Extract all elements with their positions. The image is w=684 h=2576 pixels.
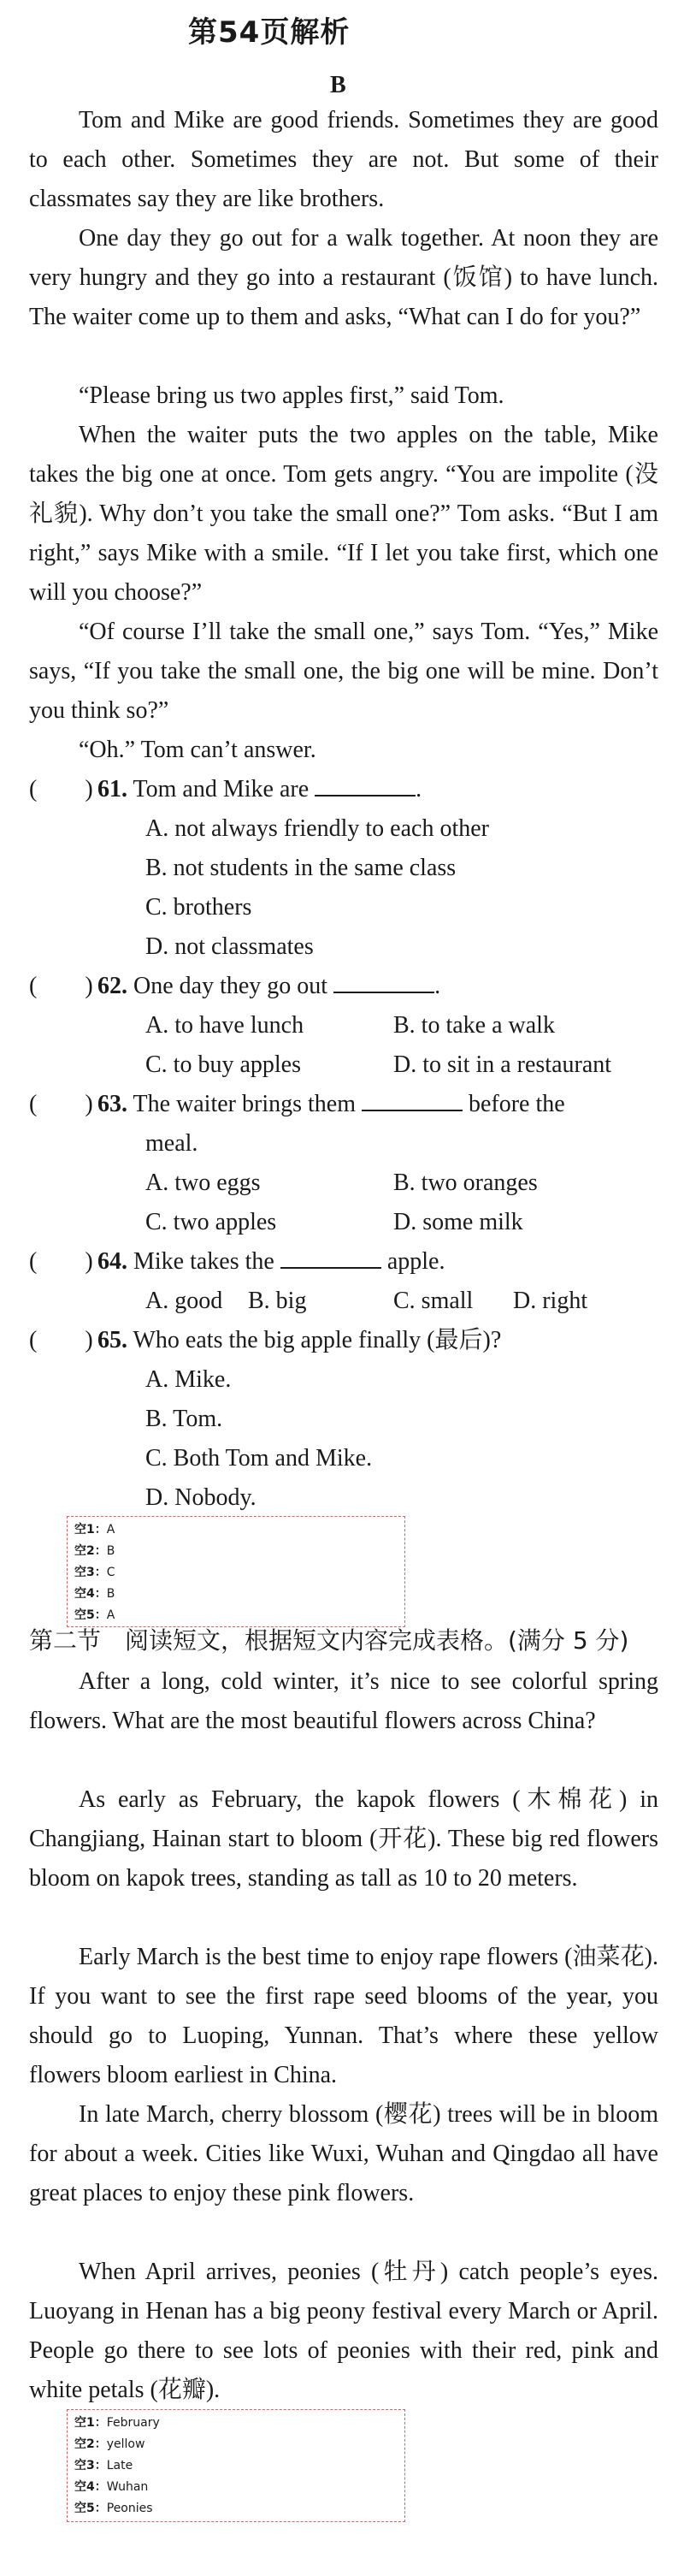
answer-paren-open: ( [29,776,38,802]
answer-paren-close: ) [85,1091,93,1117]
answer-paren-close: ) [85,1327,93,1353]
passage2-paragraph: As early as February, the kapok flowers (木棉花) in Changjiang, Hainan start to bloom (开花). These big red flowers bloom on kapok trees, standing as tall as 10 to 20 meters. [29,1786,658,1892]
answer-blank [362,1086,463,1111]
answer-row: 空2：yellow [74,2437,145,2451]
option: D. some milk [393,1209,523,1235]
question-number: 65. [97,1327,127,1353]
passage1-paragraph: “Oh.” Tom can’t answer. [79,737,316,763]
passage2-paragraph: Early March is the best time to enjoy rape flowers (油菜花). If you want to see the first rape seed blooms of the year, you should go to Luoping, Yunnan. That’s where these yellow flowers bloom earliest in China. [29,1944,658,2088]
question-stem: One day they go out [133,973,328,999]
option: C. small [393,1288,474,1314]
option: B. two oranges [393,1170,538,1196]
answer-box-1 [67,1516,405,1627]
question-stem-end: apple. [386,1248,445,1275]
option: C. brothers [145,894,252,921]
answer-row: 空4：B [74,1587,115,1601]
passage2-paragraph: When April arrives, peonies (牡丹) catch people’s eyes. Luoyang in Henan has a big peony festival every March or April. People go there to see lots of peonies with their red, pink and white petals (花瓣). [29,2259,658,2403]
section-heading: 第二节 阅读短文，根据短文内容完成表格。(满分 5 分) [29,1626,629,1655]
answer-paren-open: ( [29,973,38,999]
passage1-paragraph: When the waiter puts the two apples on the table, Mike takes the big one at once. Tom gets angry. “You are impolite (没礼貌). Why don’t you take the small one?” Tom asks. “But I am right,” says Mike with a smile. “If I let you take first, which one will you choose?” [29,422,658,606]
passage2-paragraph: After a long, cold winter, it’s nice to see colorful spring flowers. What are the most beautiful flowers across China? [29,1668,658,1734]
answer-blank [315,771,416,796]
option: A. two eggs [145,1170,261,1196]
question-stem: The waiter brings them [133,1091,356,1117]
answer-row: 空1：A [74,1523,115,1537]
question-stem-continued: meal. [145,1130,198,1157]
option: B. not students in the same class [145,855,457,881]
answer-row: 空4：Wuhan [74,2480,149,2494]
question-stem: Who eats the big apple finally (最后)? [133,1327,502,1353]
passage2-paragraph: In late March, cherry blossom (樱花) trees will be in bloom for about a week. Cities like Wuxi, Wuhan and Qingdao all have great places to enjoy these pink flowers. [29,2101,658,2206]
section-b-label: B [330,72,346,98]
passage1-paragraph: One day they go out for a walk together. At noon they are very hungry and they go into a restaurant (饭馆) to have lunch. The waiter come up to them and asks, “What can I do for you?” [29,225,658,330]
option: B. big [248,1288,307,1314]
answer-row: 空3：C [74,1566,115,1579]
question-stem-end: before the [468,1091,565,1117]
option: B. to take a walk [393,1012,555,1039]
answer-blank [333,968,434,993]
question-number: 64. [97,1248,127,1275]
passage1-paragraph: “Of course I’ll take the small one,” says Tom. “Yes,” Mike says, “If you take the small one, the big one will be mine. Don’t you think so?” [29,619,658,724]
question-64 [29,1242,445,1282]
option: D. right [513,1288,588,1314]
question-stem: Tom and Mike are [133,776,310,802]
answer-paren-close: ) [85,973,93,999]
answer-paren-open: ( [29,1091,38,1117]
question-65 [29,1321,501,1360]
question-62 [29,967,440,1006]
passage1-paragraph: Tom and Mike are good friends. Sometimes they are good to each other. Sometimes they are not. But some of their classmates say they are like brothers. [29,107,658,212]
answer-paren-close: ) [85,776,93,802]
option: C. Both Tom and Mike. [145,1445,373,1472]
answer-paren-open: ( [29,1327,38,1353]
option: D. to sit in a restaurant [393,1051,612,1078]
answer-row: 空5：Peonies [74,2502,153,2515]
option: D. Nobody. [145,1484,256,1511]
question-number: 62. [97,973,127,999]
answer-row: 空1：February [74,2416,160,2430]
option: D. not classmates [145,933,314,960]
question-stem-end: . [434,973,441,999]
option: A. good [145,1288,223,1314]
passage1-paragraph: “Please bring us two apples first,” said Tom. [79,382,504,409]
question-number: 61. [97,776,127,802]
question-stem: Mike takes the [133,1248,274,1275]
answer-paren-open: ( [29,1248,38,1275]
answer-blank [280,1243,381,1269]
option: A. not always friendly to each other [145,815,489,842]
question-number: 63. [97,1091,127,1117]
question-stem-end: . [416,776,422,802]
option: A. Mike. [145,1366,232,1393]
question-61 [29,770,422,809]
option: B. Tom. [145,1406,223,1432]
answer-row: 空3：Late [74,2459,133,2472]
answer-row: 空2：B [74,1544,115,1558]
option: C. to buy apples [145,1051,301,1078]
page-title: 第54页解析 [188,15,351,50]
question-63 [29,1085,565,1124]
answer-row: 空5：A [74,1608,115,1622]
option: C. two apples [145,1209,277,1235]
answer-paren-close: ) [85,1248,93,1275]
option: A. to have lunch [145,1012,304,1039]
answer-box-2 [67,2409,405,2522]
